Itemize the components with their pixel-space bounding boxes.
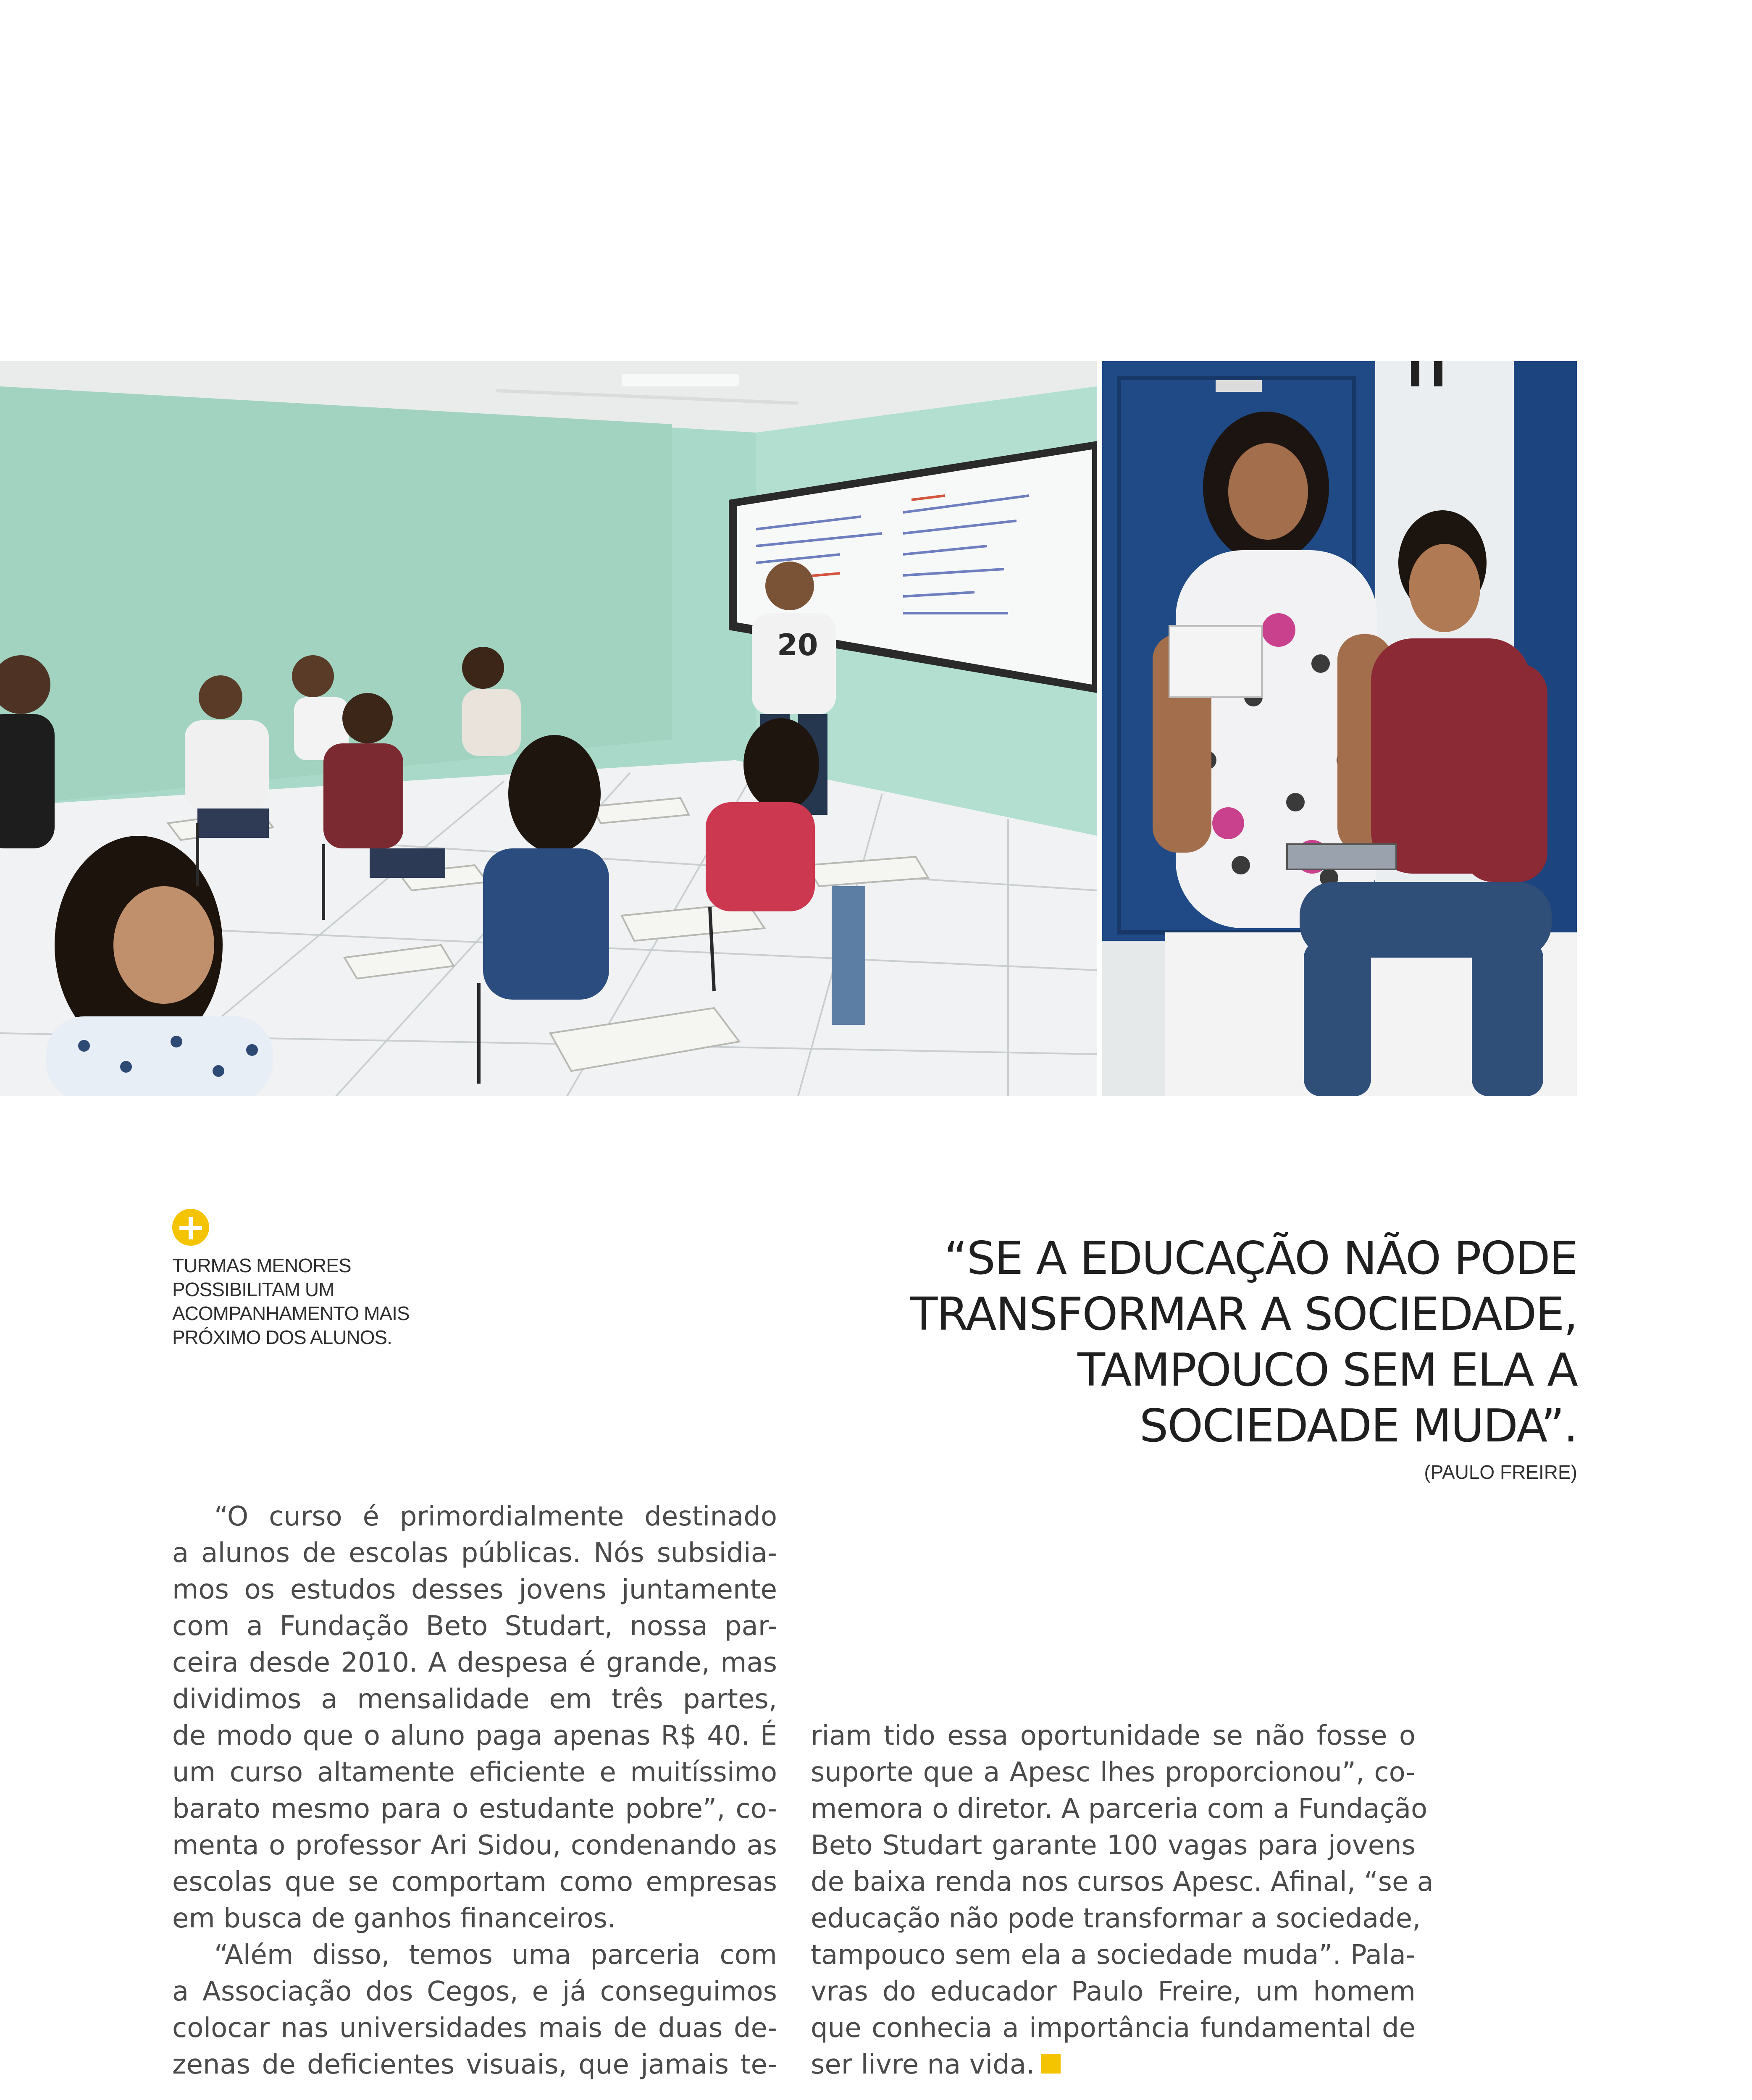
article-line: mos os estudos desses jovens juntamente [172, 1574, 777, 1605]
article-line: suporte que a Apesc lhes proporcionou”, co- [811, 1757, 1416, 1788]
article-column-left [172, 1499, 777, 2083]
article-line: zenas de deficientes visuais, que jamais te- [172, 2049, 777, 2080]
photo-caption [172, 1254, 433, 1349]
article-line: ser livre na vida. [811, 2049, 1035, 2080]
article-line: ceira desde 2010. A despesa é grande, mas [172, 1647, 777, 1678]
article-line: a alunos de escolas públicas. Nós subsidia- [172, 1538, 777, 1569]
article-line: de modo que o aluno paga apenas R$ 40. É [172, 1720, 777, 1751]
caption-line: POSSIBILITAM UM [172, 1278, 334, 1300]
article-line: menta o professor Ari Sidou, condenando as [172, 1830, 777, 1861]
article-line: Beto Studart garante 100 vagas para jovens [811, 1830, 1416, 1861]
article-line: vras do educador Paulo Freire, um homem [811, 1976, 1416, 2007]
article-line: escolas que se comportam como empresas [172, 1866, 777, 1898]
caption-line: TURMAS MENORES [172, 1255, 351, 1276]
article-line: “Além disso, temos uma parceria com [214, 1940, 777, 1971]
article-line: colocar nas universidades mais de duas de- [172, 2013, 777, 2044]
article-column-right [811, 1718, 1434, 2083]
pull-quote-line: “SE A EDUCAÇÃO NÃO PODE [944, 1232, 1577, 1285]
svg-text:20: 20 [777, 628, 818, 662]
students-photo [1102, 361, 1577, 1096]
square-end-icon [1041, 2054, 1061, 2074]
article-line: a Associação dos Cegos, e já conseguimos [172, 1976, 777, 2007]
article-line: dividimos a mensalidade em três partes, [172, 1684, 777, 1715]
pull-quote-attribution: (PAULO FREIRE) [1424, 1461, 1577, 1483]
article-line: riam tido essa oportunidade se não fosse o [811, 1720, 1416, 1751]
article-line: com a Fundação Beto Studart, nossa par- [172, 1611, 777, 1642]
article-line: “O curso é primordialmente destinado [214, 1501, 777, 1532]
article-line: educação não pode transformar a sociedade, [811, 1903, 1421, 1934]
article-line: tampouco sem ela a sociedade muda”. Pala- [811, 1940, 1416, 1971]
article-line: em busca de ganhos financeiros. [172, 1903, 616, 1934]
pull-quote-line: TRANSFORMAR A SOCIEDADE, [910, 1288, 1577, 1341]
article-line: memora o diretor. A parceria com a Fundação [811, 1793, 1428, 1824]
article-line: que conhecia a importância fundamental de [811, 2013, 1416, 2044]
pull-quote-line: TAMPOUCO SEM ELA A [1077, 1344, 1577, 1396]
article-last-line [811, 2047, 1416, 2083]
article-line: barato mesmo para o estudante pobre”, co- [172, 1793, 777, 1824]
pull-quote [863, 1231, 1577, 1454]
caption-line: ACOMPANHAMENTO MAIS [172, 1302, 410, 1324]
pull-quote-line: SOCIEDADE MUDA”. [1139, 1400, 1577, 1452]
plus-circle-icon: + [172, 1209, 209, 1246]
caption-line: PRÓXIMO DOS ALUNOS. [172, 1326, 392, 1348]
classroom-photo [0, 361, 1097, 1096]
article-line: um curso altamente eficiente e muitíssimo [172, 1757, 777, 1788]
article-line: de baixa renda nos cursos Apesc. Afinal, “se a [811, 1866, 1434, 1898]
